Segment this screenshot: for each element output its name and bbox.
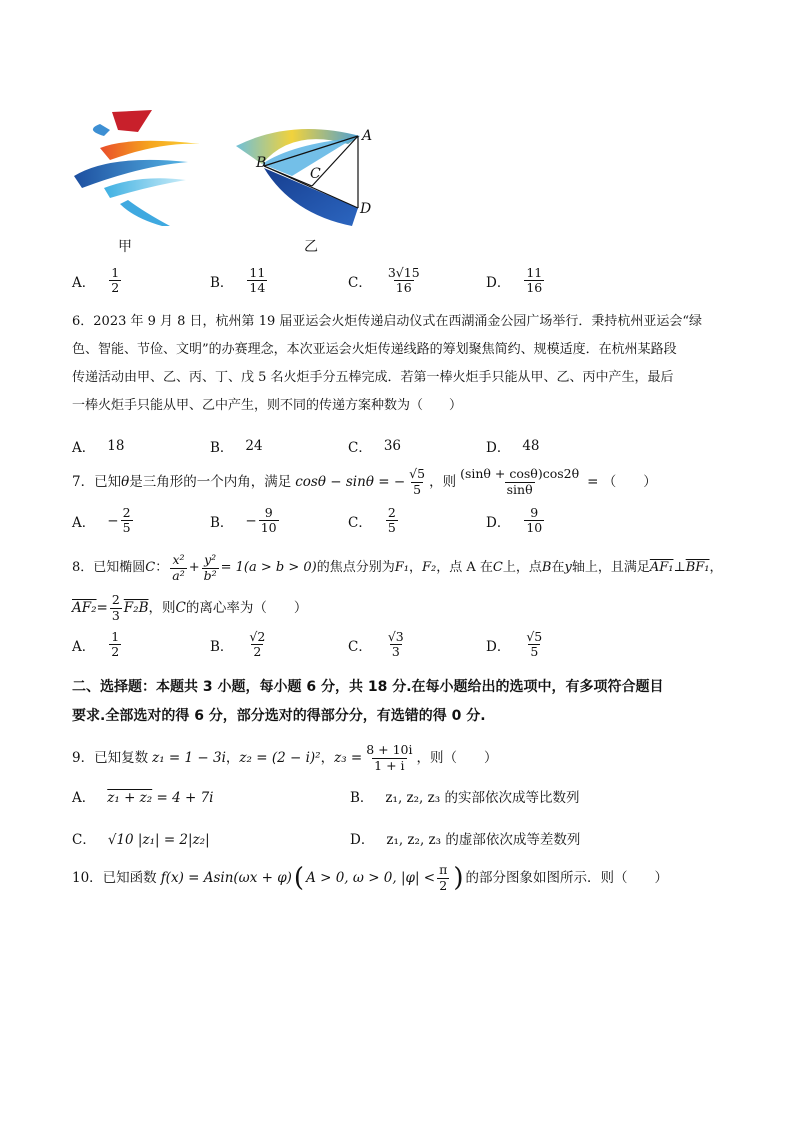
q8-option-d[interactable]: D． $\frac{√5}{5}$: [486, 629, 543, 660]
q8-option-b[interactable]: B． $\frac{√2}{2}$: [210, 629, 266, 660]
q9-option-d[interactable]: D． z₁, z₂, z₃ 的虚部依次成等差数列: [350, 832, 581, 848]
section2-heading-line-1: 二、选择题：本题共 3 小题，每小题 6 分，共 18 分.在每小题给出的选项中，有多项符合题目: [72, 679, 664, 695]
section2-heading-line-2: 要求.全部选对的得 6 分，部分选对的得部分分，有选错的得 0 分.: [72, 708, 486, 724]
q7-option-c[interactable]: C． $\frac{2}{5}$: [348, 505, 396, 536]
q5-options: [72, 266, 732, 306]
q8-options: [72, 630, 732, 670]
q7-option-d[interactable]: D． $\frac{9}{10}$: [486, 505, 543, 536]
q7-stem: 7．已知 θ 是三角形的一个内角，满足 cosθ − sinθ = − $\frac{√5}{5}$ ，则 $\frac{(\sin\theta + \cos\theta)\cos 2\theta}{\sin\theta}$ = （ ）: [72, 466, 657, 497]
point-B-label: B: [256, 155, 267, 171]
q10-stem: 10．已知函数 f(x) = Asin(ωx + φ) ( A > 0, ω > 0, |φ| < $\frac{\pi}{2}$ ) 的部分图象如图所示．则（ ）: [72, 862, 668, 893]
q6-option-d[interactable]: D． 48: [486, 438, 540, 456]
q6-line-4: 一棒火炬手只能从甲、乙中产生，则不同的传递方案种数为（ ）: [72, 398, 463, 413]
q8-option-c[interactable]: C． $\frac{√3}{3}$: [348, 629, 404, 660]
q9-option-c[interactable]: C． √10 |z₁| = 2|z₂|: [72, 832, 210, 848]
q6-option-c[interactable]: C． 36: [348, 438, 402, 456]
q5-option-c[interactable]: C． $\frac{3√15}{16}$: [348, 265, 420, 296]
q6-line-1: 6．2023 年 9 月 8 日，杭州第 19 届亚运会火炬传递启动仪式在西湖涌金公园广场举行．秉持杭州亚运会“绿: [72, 314, 703, 329]
q8-stem-line-2: AF₂ = $\frac{2}{3}$ F₂B ，则 C 的离心率为（ ）: [72, 592, 308, 623]
q6-line-3: 传递活动由甲、乙、丙、丁、戊 5 名火炬手分五棒完成．若第一棒火炬手只能从甲、乙、丙中产生，最后: [72, 370, 674, 385]
q7-option-a[interactable]: A． − $\frac{2}{5}$: [72, 505, 131, 536]
q5-option-b[interactable]: B． $\frac{11}{14}$: [210, 265, 266, 296]
q7-option-b[interactable]: B． − $\frac{9}{10}$: [210, 505, 277, 536]
q9-option-a[interactable]: A． z₁ + z₂ = 4 + 7i: [72, 790, 214, 806]
figure-jia-torch-logo: [70, 100, 210, 230]
q6-option-a[interactable]: A． 18: [72, 438, 125, 456]
point-A-label: A: [362, 128, 373, 144]
q9-stem: 9．已知复数 z₁ = 1 − 3i ， z₂ = (2 − i)² ， z₃ = $\frac{8 + 10i}{1 + i}$ ，则（ ）: [72, 742, 498, 773]
point-C-label: C: [310, 166, 321, 182]
q7-options: [72, 506, 732, 546]
q6-line-2: 色、智能、节俭、文明”的办赛理念，本次亚运会火炬传递线路的筹划聚焦简约、规模适度．在杭州某路段: [72, 342, 677, 357]
figure-yi-label: 乙: [304, 239, 318, 255]
point-D-label: D: [360, 201, 372, 217]
q8-stem-line-1: 8．已知椭圆 C ： $\frac{\text{x²}}{\text{a²}}$ + $\frac{\text{y²}}{\text{b²}}$ = 1(a > b > 0) 的焦点分别为 F₁ ， F₂ ，点 A 在 C 上，点 B 在 y 轴上，且满足 AF₁ ⊥ BF₁ ，: [72, 552, 723, 583]
figure-jia-label: 甲: [118, 239, 132, 255]
q8-option-a[interactable]: A． $\frac{1}{2}$: [72, 629, 120, 660]
q6-option-b[interactable]: B． 24: [210, 438, 263, 456]
q9-option-b[interactable]: B． z₁, z₂, z₃ 的实部依次成等比数列: [350, 790, 580, 806]
q5-option-a[interactable]: A． $\frac{1}{2}$: [72, 265, 120, 296]
q5-option-d[interactable]: D． $\frac{11}{16}$: [486, 265, 543, 296]
